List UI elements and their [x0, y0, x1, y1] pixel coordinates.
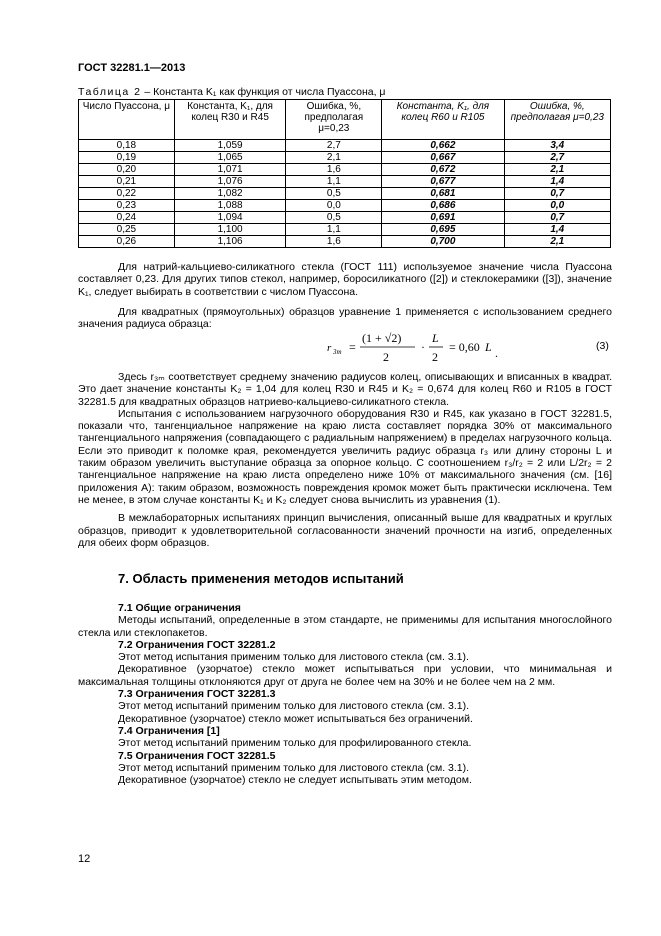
- equation-number: (3): [596, 340, 609, 352]
- table-cell: 1,1: [286, 176, 382, 188]
- subsection-7-1-title: 7.1 Общие ограничения: [118, 602, 241, 614]
- table-cell: 1,4: [504, 224, 610, 236]
- table-cell: 2,1: [504, 164, 610, 176]
- table-cell: 0,7: [504, 188, 610, 200]
- table-caption: [78, 86, 385, 98]
- svg-text:2: 2: [383, 350, 389, 364]
- table-cell: 1,1: [286, 224, 382, 236]
- subsection-7-3-text1: Этот метод испытаний применим только для листового стекла (см. 3.1).: [118, 700, 470, 713]
- table-cell: 0,5: [286, 188, 382, 200]
- table-row: [79, 212, 611, 224]
- table-cell: 1,100: [174, 224, 286, 236]
- table-cell: 0,20: [79, 164, 175, 176]
- table-cell: 1,106: [174, 236, 286, 248]
- table-cell: 0,0: [286, 200, 382, 212]
- svg-text:=: =: [349, 340, 356, 354]
- table-cell: 0,0: [504, 200, 610, 212]
- table-cell: 0,5: [286, 212, 382, 224]
- svg-text:3m: 3m: [333, 348, 342, 356]
- paragraph-square-samples: Для квадратных (прямоугольных) образцов уравнение 1 применяется с использованием среднего значения радиуса образца:: [78, 305, 612, 331]
- table-row: [79, 164, 611, 176]
- table-cell: 0,21: [79, 176, 175, 188]
- subsection-7-2-text1: Этот метод испытания применим только для листового стекла (см. 3.1).: [118, 651, 469, 664]
- table-row: [79, 236, 611, 248]
- table-cell: 1,071: [174, 164, 286, 176]
- equation-3: [325, 327, 615, 367]
- table-cell: 2,7: [286, 140, 382, 152]
- svg-text:r: r: [327, 342, 332, 354]
- table-cell: 2,1: [286, 152, 382, 164]
- table-cell: 3,4: [504, 140, 610, 152]
- svg-text:2: 2: [432, 350, 438, 364]
- table-cell: 2,1: [504, 236, 610, 248]
- table-cell: 1,082: [174, 188, 286, 200]
- svg-text:L: L: [432, 331, 439, 345]
- table-header-cell: Ошибка, %, предполагая μ=0,23: [504, 100, 610, 140]
- table-cell: 0,26: [79, 236, 175, 248]
- table-header-cell: Число Пуассона, μ: [79, 100, 175, 140]
- table-row: [79, 188, 611, 200]
- table-cell: 1,076: [174, 176, 286, 188]
- table-cell: 0,25: [79, 224, 175, 236]
- table-cell: 0,19: [79, 152, 175, 164]
- table-cell: 0,23: [79, 200, 175, 212]
- table-cell: 0,18: [79, 140, 175, 152]
- table-caption-label: Таблица 2: [78, 86, 142, 98]
- table-cell: 0,700: [382, 236, 504, 248]
- table-cell: 0,7: [504, 212, 610, 224]
- table-cell: 0,686: [382, 200, 504, 212]
- poisson-constant-table: [78, 99, 611, 248]
- section-7-title: 7. Область применения методов испытаний: [118, 571, 404, 586]
- table-cell: 1,094: [174, 212, 286, 224]
- subsection-7-2-text2: Декоративное (узорчатое) стекло может испытываться при условии, что минимальная и максимальная толщины отклоняются друг от друга не более чем на 30% и не более чем на 2 мм.: [78, 663, 612, 688]
- section-7-body: [78, 602, 612, 786]
- table-cell: 0,667: [382, 152, 504, 164]
- table-cell: 0,677: [382, 176, 504, 188]
- table-header-cell: Константа, K₁, для колец R60 и R105: [382, 100, 504, 140]
- table-row: [79, 224, 611, 236]
- subsection-7-3-title: 7.3 Ограничения ГОСТ 32281.3: [118, 688, 276, 701]
- table-cell: 1,065: [174, 152, 286, 164]
- table-row: [79, 140, 611, 152]
- subsection-7-5-text2: Декоративное (узорчатое) стекло не следует испытывать этим методом.: [118, 774, 472, 787]
- svg-text:·: ·: [421, 340, 425, 354]
- table-header-cell: Ошибка, %, предполагая μ=0,23: [286, 100, 382, 140]
- subsection-7-2-title: 7.2 Ограничения ГОСТ 32281.2: [118, 638, 276, 651]
- table-cell: 0,681: [382, 188, 504, 200]
- paragraph-block-1: [78, 261, 612, 330]
- table-cell: 2,7: [504, 152, 610, 164]
- page-number: 12: [78, 853, 91, 865]
- table-row: [79, 200, 611, 212]
- svg-text:= 0,60: = 0,60: [449, 340, 480, 354]
- table-cell: 1,6: [286, 236, 382, 248]
- table-row: [79, 176, 611, 188]
- subsection-7-4-title: 7.4 Ограничения [1]: [118, 724, 220, 737]
- paragraph-interlab: В межлабораторных испытаниях принцип вычисления, описанный выше для квадратных и круглых образцов, приводит к удовлетворительной согласованности значений прочности на изгиб, определенных для обеих форм образцов.: [78, 512, 612, 549]
- subsection-7-3-text2: Декоративное (узорчатое) стекло может испытываться без ограничений.: [118, 712, 473, 725]
- table-row: [79, 152, 611, 164]
- table-cell: 0,672: [382, 164, 504, 176]
- paragraph-block-2: [78, 371, 612, 549]
- paragraph-load-tests: Испытания с использованием нагрузочного оборудования R30 и R45, как указано в ГОСТ 32281.5, показали что, тангенциальное напряжение на краю листа составляет порядка 30% от максимального тангенциального напряжения (совпадающего с радиальным напряжением) в пределах нагрузочного кольца. Если это приводит к поломке края, рекомендуется увеличить радиус образца r₃ или длину стороны L и таким образом увеличить выступание образца за опорное кольцо. С соотношением r₃/r₂ = 2 или L/2r₂ = 2 тангенциальное напряжение на краю листа определено ниже 10% от максимального значения (см. [16] приложения А): таким образом, возможность повреждения кромок может быть практически исключена. Тем не менее, в этом случае константы K₁ и K₂ следует снова вычислить из уравнения (1).: [78, 407, 612, 506]
- table-header-cell: Константа, K₁, для колец R30 и R45: [174, 100, 286, 140]
- table-cell: 1,088: [174, 200, 286, 212]
- table-cell: 0,695: [382, 224, 504, 236]
- svg-text:.: .: [495, 346, 498, 360]
- table-header-row: [79, 100, 611, 140]
- svg-text:(1 + √2): (1 + √2): [362, 331, 402, 345]
- table-cell: 0,691: [382, 212, 504, 224]
- paragraph-poisson: Для натрий-кальциево-силикатного стекла (ГОСТ 111) используемое значение числа Пуассона составляет 0,23. Для других типов стекол, например, боросиликатного ([2]) и стеклокерамики ([3]), значение K₁, следует выбирать в соответствии с числом Пуассона.: [78, 261, 612, 298]
- table-cell: 0,22: [79, 188, 175, 200]
- table-cell: 1,059: [174, 140, 286, 152]
- subsection-7-4-text1: Этот метод испытаний применим только для профилированного стекла.: [118, 737, 472, 750]
- table-cell: 1,6: [286, 164, 382, 176]
- subsection-7-1-text: Методы испытаний, определенные в этом стандарте, не применимы для испытания многослойного стекла или стеклопакетов.: [78, 614, 612, 639]
- table-cell: 1,4: [504, 176, 610, 188]
- table-cell: 0,662: [382, 140, 504, 152]
- table-caption-text: – Константа K₁ как функция от числа Пуассона, μ: [141, 86, 386, 98]
- subsection-7-5-text1: Этот метод испытаний применим только для листового стекла (см. 3.1).: [118, 761, 470, 774]
- table-cell: 0,24: [79, 212, 175, 224]
- document-code: ГОСТ 32281.1—2013: [78, 62, 186, 74]
- paragraph-square-constant: Здесь r₃ₘ соответствует среднему значению радиусов колец, описывающих и вписанных в квадрат. Это дает значение константы K₂ = 1,04 для колец R30 и R45 и K₂ = 0,674 для колец R60 и R105 в ГОСТ 32281.5 для квадратных образцов натриево-кальциево-силикатного стекла.: [78, 371, 612, 408]
- svg-text:L: L: [485, 340, 492, 354]
- subsection-7-5-title: 7.5 Ограничения ГОСТ 32281.5: [118, 749, 276, 762]
